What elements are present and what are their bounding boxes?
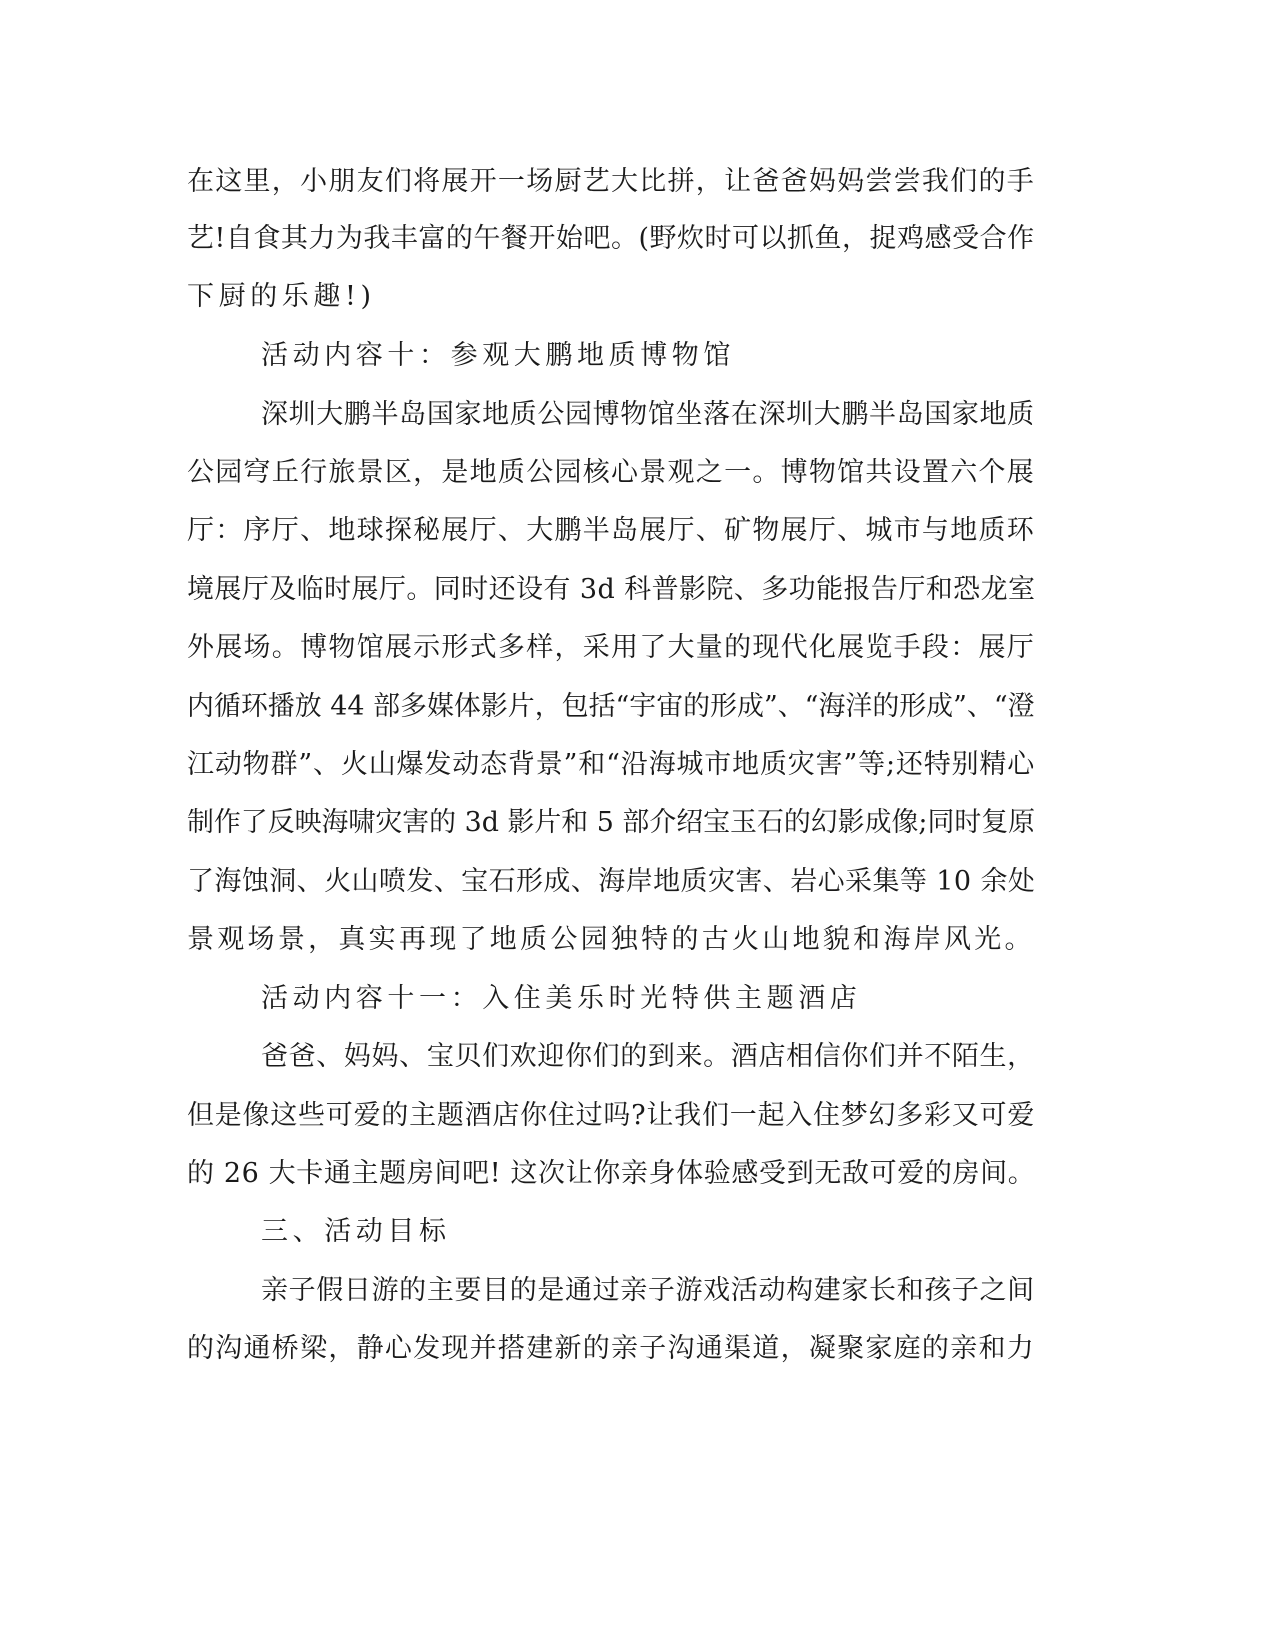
text-line: 外展场。博物馆展示形式多样，采用了大量的现代化展览手段：展厅 (187, 632, 1035, 663)
text-line: 深圳大鹏半岛国家地质公园博物馆坐落在深圳大鹏半岛国家地质 (261, 399, 1035, 430)
section-heading: 活动内容十：参观大鹏地质博物馆 (261, 340, 735, 371)
text-line: 爸爸、妈妈、宝贝们欢迎你们的到来。酒店相信你们并不陌生， (261, 1041, 1035, 1072)
text-line: 内循环播放 44 部多媒体影片，包括“宇宙的形成”、“海洋的形成”、“澄 (187, 691, 1035, 722)
text-line: 公园穹丘行旅景区，是地质公园核心景观之一。博物馆共设置六个展 (187, 457, 1035, 488)
text-line: 了海蚀洞、火山喷发、宝石形成、海岸地质灾害、岩心采集等 10 余处 (187, 866, 1036, 897)
text-line: 艺!自食其力为我丰富的午餐开始吧。(野炊时可以抓鱼，捉鸡感受合作 (187, 223, 1035, 254)
text-line: 但是像这些可爱的主题酒店你住过吗?让我们一起入住梦幻多彩又可爱 (187, 1100, 1036, 1131)
text-line: 景观场景，真实再现了地质公园独特的古火山地貌和海岸风光。 (187, 924, 1035, 955)
text-line: 的 26 大卡通主题房间吧! 这次让你亲身体验感受到无敌可爱的房间。 (187, 1158, 1036, 1189)
text-line: 亲子假日游的主要目的是通过亲子游戏活动构建家长和孩子之间 (261, 1275, 1035, 1306)
text-line: 境展厅及临时展厅。同时还设有 3d 科普影院、多功能报告厅和恐龙室 (187, 574, 1036, 605)
text-line: 下厨的乐趣!) (187, 281, 376, 312)
section-heading: 活动内容十一：入住美乐时光特供主题酒店 (261, 983, 862, 1014)
text-line: 在这里，小朋友们将展开一场厨艺大比拼，让爸爸妈妈尝尝我们的手 (187, 166, 1035, 197)
text-line: 厅：序厅、地球探秘展厅、大鹏半岛展厅、矿物展厅、城市与地质环 (187, 515, 1035, 546)
text-line: 的沟通桥梁，静心发现并搭建新的亲子沟通渠道，凝聚家庭的亲和力 (187, 1333, 1035, 1364)
text-line: 江动物群”、火山爆发动态背景”和“沿海城市地质灾害”等;还特别精心 (187, 749, 1036, 780)
section-heading: 三、活动目标 (261, 1216, 451, 1247)
text-line: 制作了反映海啸灾害的 3d 影片和 5 部介绍宝玉石的幻影成像;同时复原 (187, 807, 1036, 838)
